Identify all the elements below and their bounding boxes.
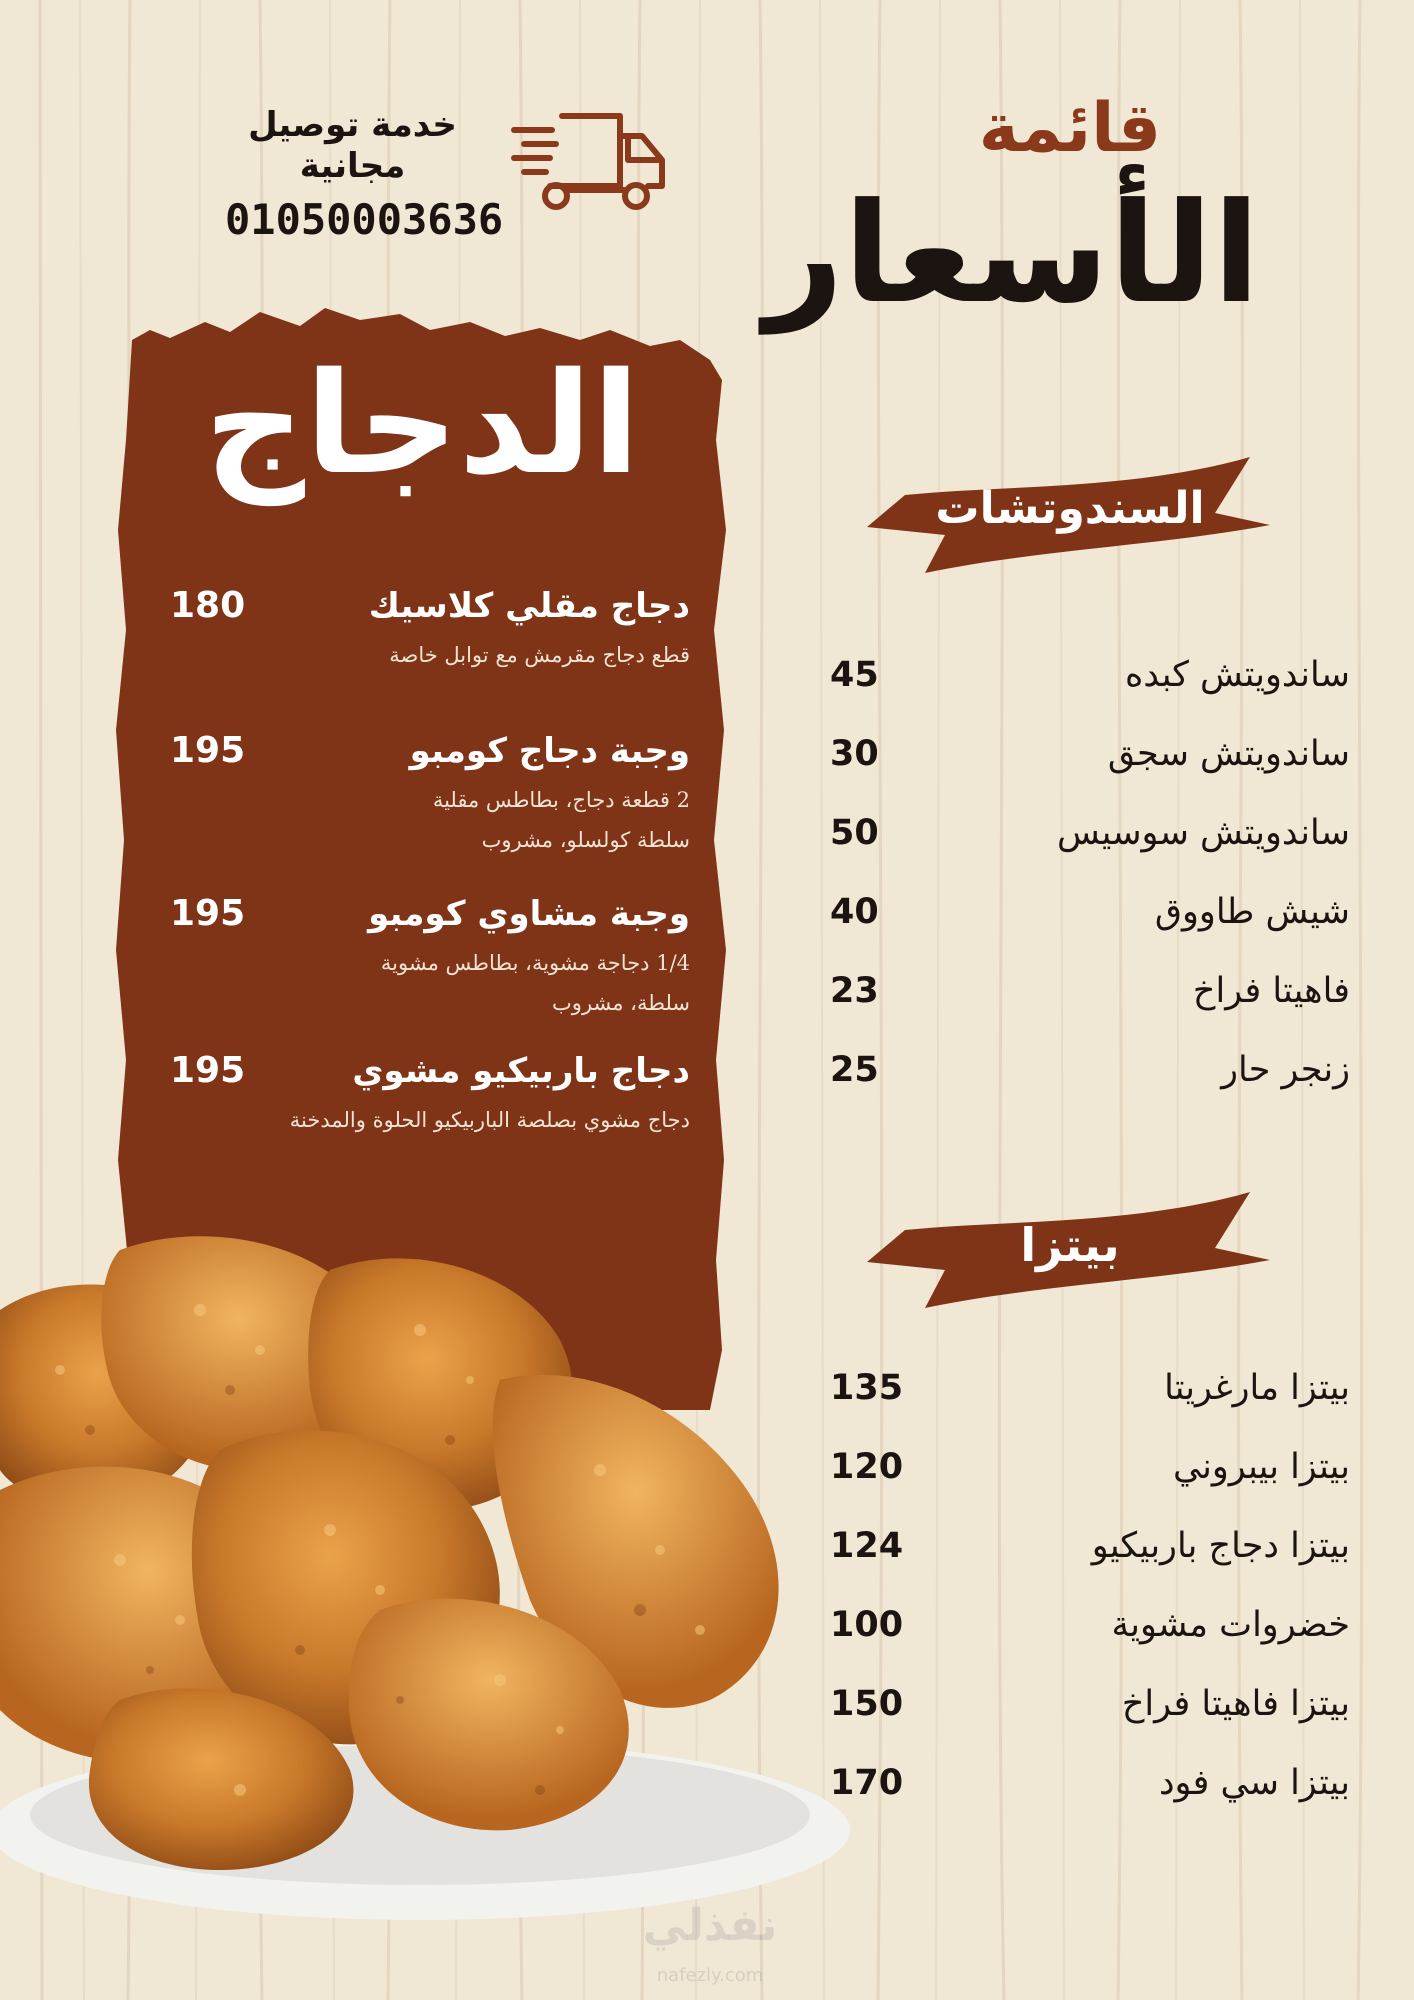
sandwiches-title: السندوتشات bbox=[935, 483, 1205, 534]
list-item bbox=[830, 1753, 1350, 1813]
chicken-item-desc: قطع دجاج مقرمش مع توابل خاصة bbox=[389, 643, 690, 667]
chicken-item-desc: 1/4 دجاجة مشوية، بطاطس مشوية bbox=[380, 951, 690, 975]
chicken-item bbox=[170, 585, 690, 676]
pizza-title: بيتزا bbox=[1020, 1218, 1120, 1272]
watermark-url: nafezly.com bbox=[656, 1965, 764, 1986]
list-item bbox=[830, 1437, 1350, 1497]
list-item bbox=[830, 803, 1350, 863]
item-name: شيش طاووق bbox=[1154, 892, 1350, 932]
list-item bbox=[830, 1595, 1350, 1655]
item-price: 150 bbox=[830, 1684, 904, 1724]
item-name: ساندويتش سجق bbox=[1107, 734, 1350, 774]
chicken-item-name: وجبة مشاوي كومبو bbox=[368, 893, 690, 934]
menu-title-small: قائمة bbox=[978, 89, 1162, 168]
item-price: 135 bbox=[830, 1368, 904, 1408]
item-price: 40 bbox=[830, 892, 879, 932]
item-name: خضروات مشوية bbox=[1111, 1605, 1350, 1645]
list-item bbox=[830, 1358, 1350, 1418]
delivery-text: خدمة توصيل مجانية bbox=[248, 105, 457, 186]
menu-title-big: الأسعار bbox=[764, 173, 1260, 334]
list-item bbox=[830, 724, 1350, 784]
fried-chicken-image bbox=[0, 1230, 860, 1930]
chicken-item-name: دجاج مقلي كلاسيك bbox=[368, 585, 690, 626]
list-item bbox=[830, 1040, 1350, 1100]
item-price: 25 bbox=[830, 1050, 879, 1090]
item-name: بيتزا بيبروني bbox=[1172, 1447, 1350, 1487]
item-price: 120 bbox=[830, 1447, 904, 1487]
list-item bbox=[830, 645, 1350, 705]
chicken-item-desc: سلطة كولسلو، مشروب bbox=[481, 827, 690, 852]
delivery-info bbox=[225, 105, 504, 244]
chicken-item bbox=[170, 893, 690, 1024]
chicken-item-desc: دجاج مشوي بصلصة الباربيكيو الحلوة والمدخنة bbox=[289, 1108, 690, 1132]
item-name: بيتزا سي فود bbox=[1158, 1763, 1350, 1803]
item-name: ساندويتش سوسيس bbox=[1057, 813, 1350, 853]
pizza-list bbox=[830, 1358, 1350, 1803]
item-name: فاهيتا فراخ bbox=[1192, 971, 1350, 1011]
item-name: بيتزا مارغريتا bbox=[1164, 1368, 1350, 1408]
chicken-item-price: 195 bbox=[170, 1050, 246, 1091]
chicken-title: الدجاج bbox=[204, 343, 640, 506]
chicken-item-price: 180 bbox=[170, 585, 246, 626]
watermark: نفذلي bbox=[642, 1900, 778, 1951]
item-price: 170 bbox=[830, 1763, 904, 1803]
item-name: بيتزا فاهيتا فراخ bbox=[1121, 1684, 1350, 1724]
chicken-item-name: دجاج باربيكيو مشوي bbox=[352, 1050, 690, 1091]
item-name: بيتزا دجاج باربيكيو bbox=[1091, 1526, 1350, 1566]
item-price: 45 bbox=[830, 655, 879, 695]
list-item bbox=[830, 1674, 1350, 1734]
item-price: 30 bbox=[830, 734, 879, 774]
delivery-phone: 01050003636 bbox=[225, 194, 504, 244]
list-item bbox=[830, 1516, 1350, 1576]
chicken-item-desc: 2 قطعة دجاج، بطاطس مقلية bbox=[432, 788, 690, 812]
chicken-item-price: 195 bbox=[170, 893, 246, 934]
chicken-item-name: وجبة دجاج كومبو bbox=[409, 730, 690, 771]
item-price: 50 bbox=[830, 813, 879, 853]
chicken-item-price: 195 bbox=[170, 730, 246, 771]
list-item bbox=[830, 961, 1350, 1021]
chicken-item bbox=[170, 1050, 690, 1141]
item-price: 23 bbox=[830, 971, 879, 1011]
chicken-item-desc: سلطة، مشروب bbox=[552, 990, 690, 1015]
truck-icon bbox=[510, 108, 670, 223]
chicken-item bbox=[170, 730, 690, 861]
list-item bbox=[830, 882, 1350, 942]
item-price: 100 bbox=[830, 1605, 904, 1645]
sandwiches-list bbox=[830, 645, 1350, 1090]
item-name: ساندويتش كبده bbox=[1125, 655, 1350, 695]
item-name: زنجر حار bbox=[1221, 1050, 1350, 1090]
item-price: 124 bbox=[830, 1526, 904, 1566]
